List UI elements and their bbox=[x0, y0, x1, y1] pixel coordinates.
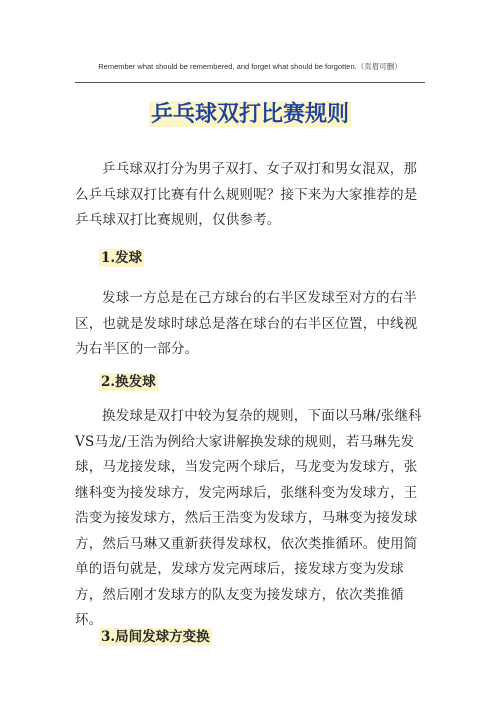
section-heading-serve bbox=[99, 248, 144, 268]
section-heading-game-serve-change bbox=[99, 627, 212, 647]
document-title-text: 乒乓球双打比赛规则 bbox=[150, 101, 349, 127]
section-heading-change-serve bbox=[99, 372, 158, 392]
header-divider bbox=[75, 82, 425, 83]
section-paragraph-serve: 发球一方总是在己方球台的右半区发球至对方的右半区，也就是发球时球总是落在球台的右半区位置，中线视为右半区的一部分。 bbox=[75, 290, 418, 357]
page-header-note: Remember what should be remembered, and forget what should be forgotten.（页眉可删） bbox=[98, 62, 402, 71]
section-paragraph-change-serve: 换发球是双打中较为复杂的规则，下面以马琳/张继科VS马龙/王浩为例给大家讲解换发球的规则，若马琳先发球，马龙接发球，当发完两个球后，马龙变为发球方，张继科变为接发球方，发完两球后，张继科变为发球方，王浩变为接发球方，然后王浩变为发球方，马琳变为接发球方，然后马琳又重新获得发球权，依次类推循环。使用简单的语句就是，发球方发完两球后，接发球方变为发球方，然后刚才发球方的队友变为接发球方，依次类推循环。 bbox=[75, 408, 422, 628]
section-heading-text: 1.发球 bbox=[101, 250, 143, 266]
section-heading-text: 3.局间发球方变换 bbox=[101, 629, 210, 645]
section-heading-text: 2.换发球 bbox=[101, 374, 156, 390]
document-title bbox=[0, 98, 500, 130]
intro-paragraph: 乒乓球双打分为男子双打、女子双打和男女混双，那么乒乓球双打比赛有什么规则呢？接下来为大家推荐的是乒乓球双打比赛规则，仅供参考。 bbox=[75, 161, 418, 228]
